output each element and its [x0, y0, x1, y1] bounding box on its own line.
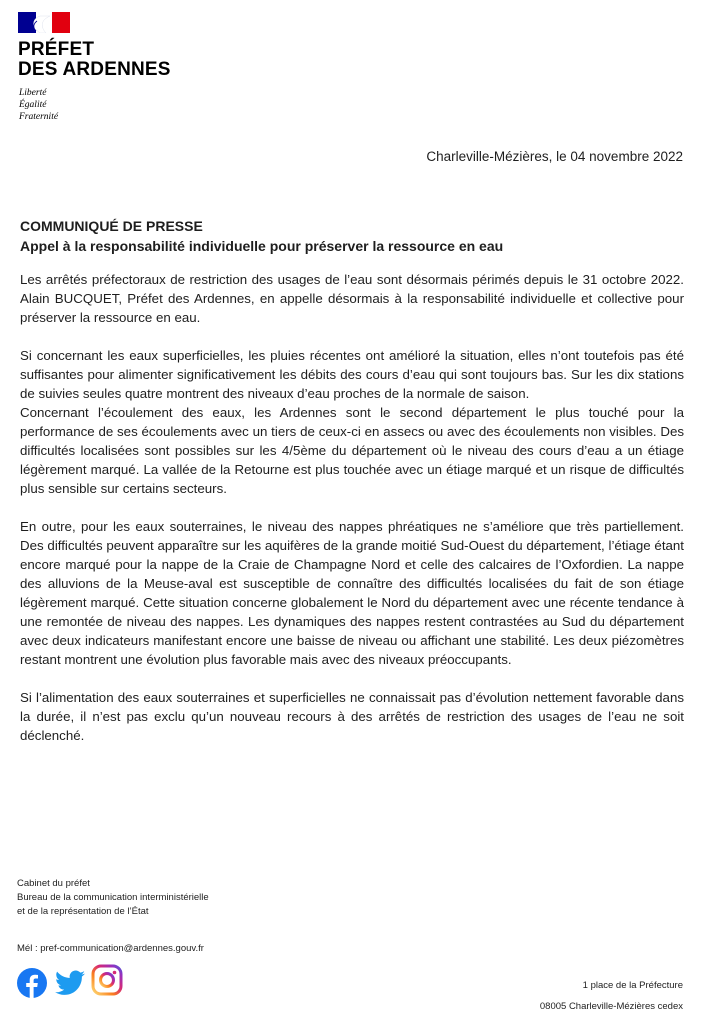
footer-service-line: Cabinet du préfet	[17, 878, 90, 889]
paragraph-groundwater: En outre, pour les eaux souterraines, le niveau des nappes phréatiques ne s’améliore que très partiellement. Des difficultés peuvent apparaître sur les aquifères de la grande moitié Sud-Ouest du département, l’étiage étant encore marqué pour la nappe de la Craie de Champagne Nord et celle des calcaires de l’Oxfordien. La nappe des alluvions de la Meuse-aval est susceptible de connaître des difficultés localisées du fait de son étiage légèrement marqué. Cette situation concerne globalement le Nord du département avec une récente tendance à une remontée de niveau des nappes. Les dynamiques des nappes restent contrastées au Sud du département avec deux indicateurs manifestant encore une baisse de niveau ou affichant une stabilité. Les deux piézomètres restant montrent une évolution plus favorable mais avec des niveaux préoccupants.	[20, 519, 684, 667]
footer-mail[interactable]: Mél : pref-communication@ardennes.gouv.fr	[17, 943, 204, 954]
instagram-icon[interactable]	[91, 964, 123, 996]
twitter-icon[interactable]	[55, 970, 85, 996]
facebook-icon[interactable]	[17, 968, 47, 998]
date-line: Charleville-Mézières, le 04 novembre 2022	[426, 149, 683, 164]
prefecture-address	[540, 975, 683, 1017]
motto-egalite: Égalité	[19, 100, 47, 110]
social-links	[17, 964, 127, 998]
footer-service-line: et de la représentation de l’État	[17, 906, 149, 917]
paragraph-intro: Les arrêtés préfectoraux de restriction des usages de l’eau sont désormais périmés depuis le 31 octobre 2022. Alain BUCQUET, Préfet des Ardennes, en appelle désormais à la responsabilité individuelle et collective pour préserver la ressource en eau.	[20, 272, 684, 325]
republic-motto	[19, 87, 58, 123]
motto-liberte: Liberté	[19, 88, 47, 98]
footer-service-block	[17, 877, 209, 919]
paragraph-flow: Concernant l’écoulement des eaux, les Ardennes sont le second département le plus touché pour la performance de ses écoulements avec un tiers de ceux-ci en assecs ou avec des écoulements non visibles. Des difficultés localisées sont possibles sur les 4/5ème du département où le niveau des cours d’eau a un étiage légèrement marqué. La vallée de la Retourne est plus touchée avec un étiage marqué et un risque de difficultés plus sensible sur certains secteurs.	[20, 405, 684, 496]
press-release-kicker: COMMUNIQUÉ DE PRESSE	[20, 218, 203, 234]
paragraph-surface-water: Si concernant les eaux superficielles, les pluies récentes ont amélioré la situation, elles n’ont toutefois pas été suffisantes pour alimenter significativement les débits des cours d’eau qui sont toujours bas. Sur les dix stations de suivies seules quatre montrent des niveaux d’eau proches de la normale de saison.	[20, 348, 684, 401]
address-line: 1 place de la Préfecture	[582, 980, 683, 991]
prefecture-title-line1: PRÉFET	[18, 39, 95, 60]
motto-fraternite: Fraternité	[19, 112, 59, 122]
prefecture-title	[18, 40, 171, 80]
footer-service-line: Bureau de la communication interministérielle	[17, 892, 209, 903]
press-release-body	[20, 270, 684, 745]
press-release-headline: Appel à la responsabilité individuelle pour préserver la ressource en eau	[20, 238, 504, 254]
paragraph-conclusion: Si l’alimentation des eaux souterraines et superficielles ne connaissait pas d’évolution nettement favorable dans la durée, il n’est pas exclu qu’un nouveau recours à des arrêtés de restriction des usages de l’eau ne soit déclenché.	[20, 690, 684, 743]
address-line: 08005 Charleville-Mézières cedex	[539, 1001, 683, 1012]
marianne-logo	[18, 12, 70, 33]
prefecture-title-line2: DES ARDENNES	[18, 59, 171, 80]
